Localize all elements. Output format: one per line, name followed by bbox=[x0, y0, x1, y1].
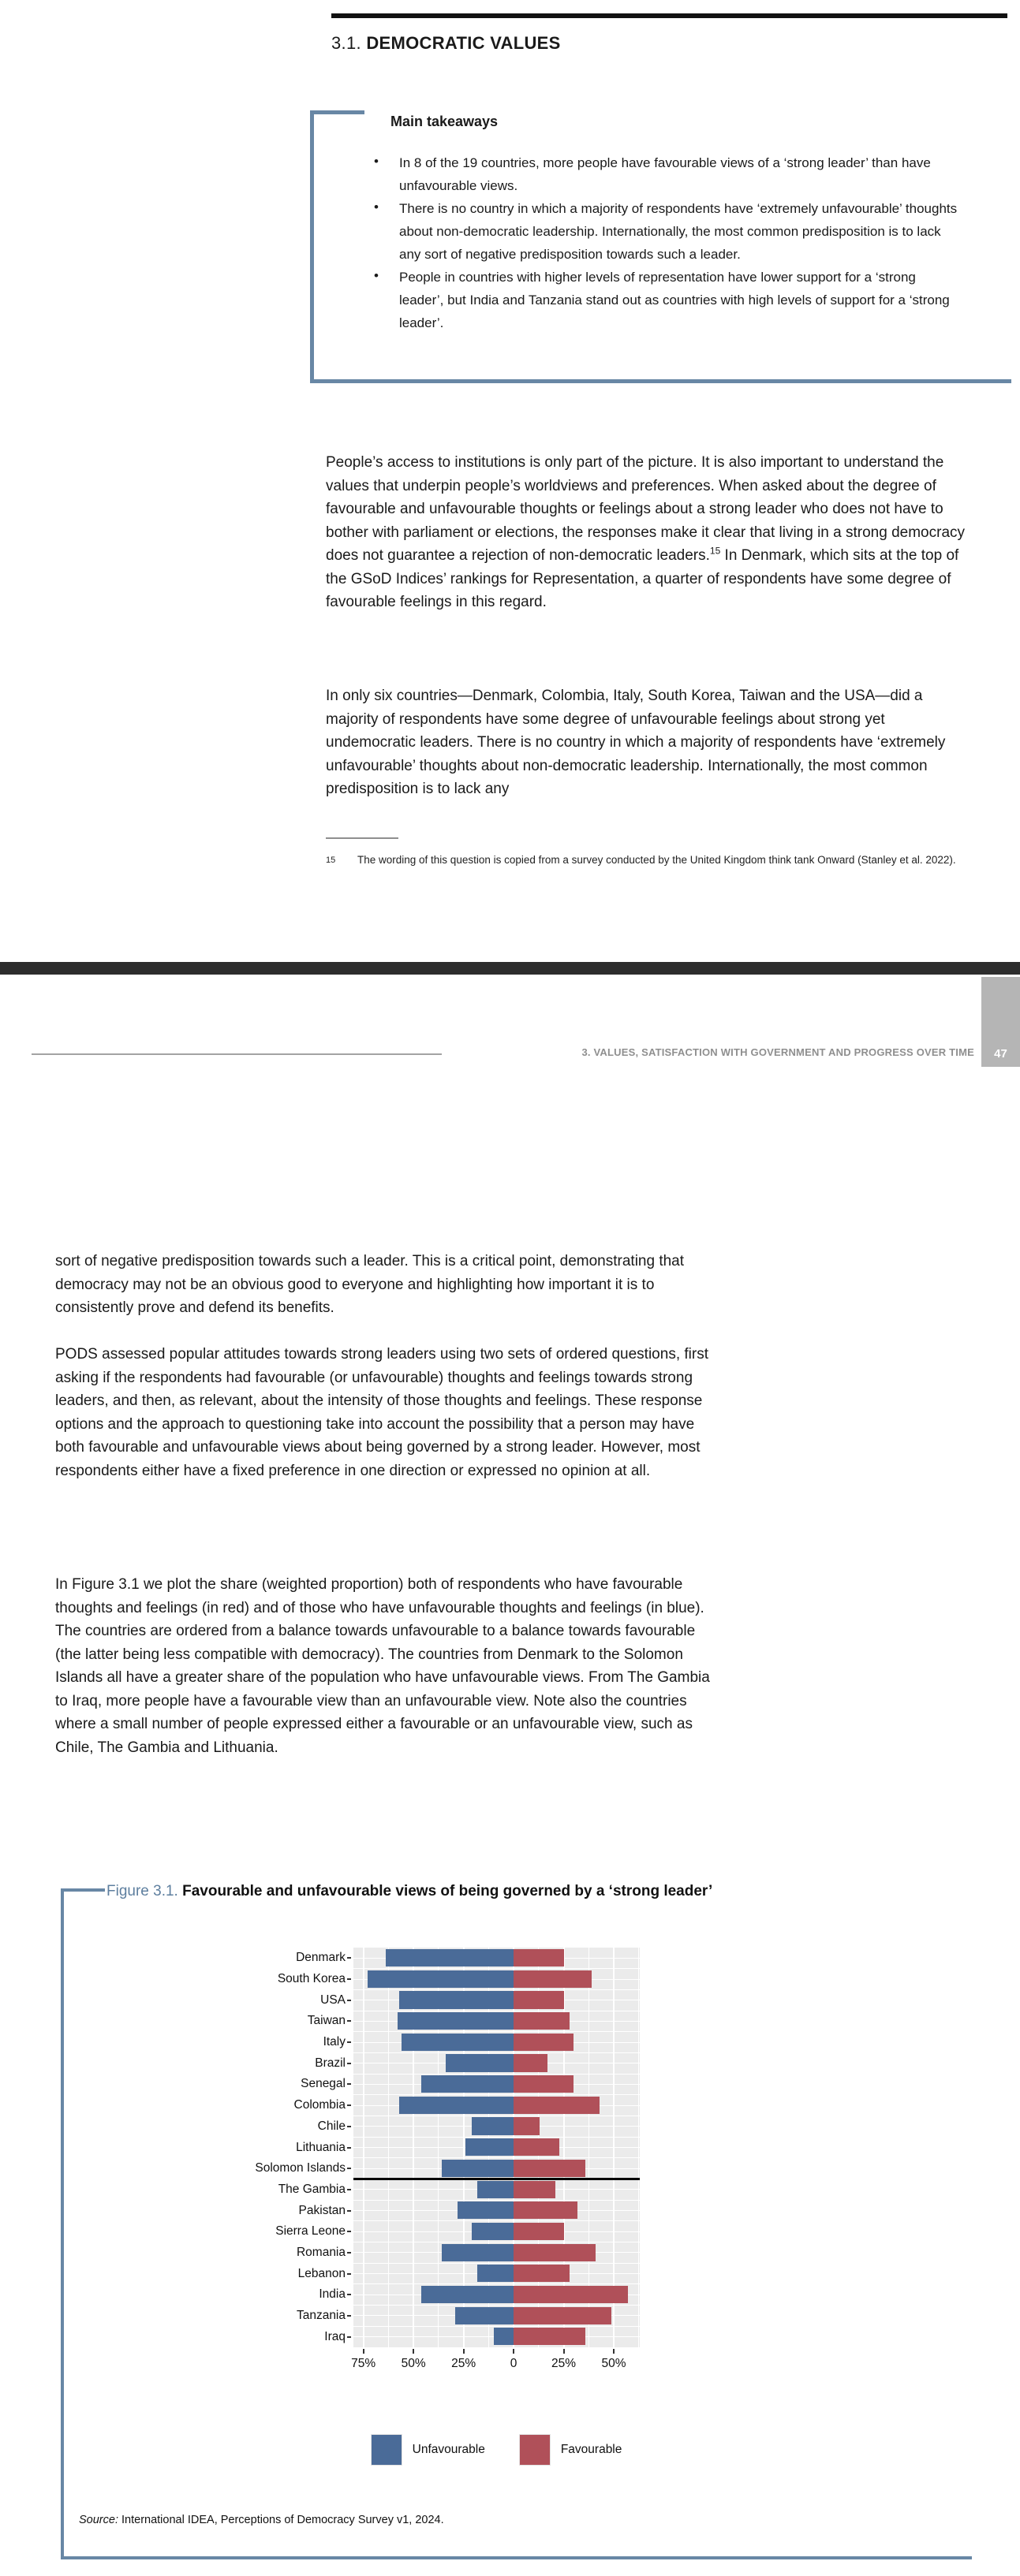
body-paragraph: PODS assessed popular attitudes towards strong leaders using two sets of ordered questions, first asking if the respondents had favourable (or unfavourable) thoughts and feelings towards strong leaders, and then, as relevant, about the intensity of those thoughts and feelings. These response options and the approach to questioning take into account the possibility that a person may have both favourable and unfavourable views about being governed by a strong leader. However, most respondents either have a fixed preference in one direction or expressed no opinion at all. bbox=[55, 1346, 708, 1479]
x-tick-label: 0 bbox=[510, 2357, 517, 2370]
country-label: South Korea bbox=[277, 1972, 346, 1986]
gridline-h-minor bbox=[353, 2052, 640, 2053]
country-label: Chile bbox=[317, 2119, 346, 2133]
gridline-h-minor bbox=[353, 2094, 640, 2095]
bar-unfavourable bbox=[455, 2307, 514, 2324]
body-paragraph: sort of negative predisposition towards such a leader. This is a critical point, demonstrating that democracy may not be an obvious good to everyone and highlighting how important it is to consistently prove and defend its benefits. bbox=[55, 1253, 685, 1316]
chart-legend bbox=[353, 2435, 640, 2465]
y-axis-tick bbox=[347, 2294, 351, 2295]
bar-unfavourable bbox=[446, 2054, 514, 2071]
section-number: 3.1. bbox=[331, 33, 361, 53]
x-axis-tick bbox=[413, 2349, 414, 2354]
country-label: The Gambia bbox=[278, 2182, 346, 2196]
figure-caption bbox=[106, 1879, 749, 1904]
bar-favourable bbox=[514, 1970, 592, 1988]
bar-favourable bbox=[514, 2097, 600, 2114]
y-axis-tick bbox=[347, 2210, 351, 2212]
bar-unfavourable bbox=[477, 2181, 514, 2198]
paragraph-text: In Denmark, which sits at the top of the GSoD Indices’ rankings for Representation, a quarter of respondents have some degree of favourable feelings in this regard. bbox=[326, 547, 959, 610]
gridline-h-minor bbox=[353, 2263, 640, 2264]
x-tick-label: 25% bbox=[551, 2357, 577, 2370]
gridline-v-minor bbox=[638, 1948, 639, 2347]
footnote-marker: 15 bbox=[326, 856, 336, 865]
x-tick-label: 25% bbox=[451, 2357, 476, 2370]
bar-unfavourable bbox=[458, 2201, 514, 2219]
bar-favourable bbox=[514, 2054, 547, 2071]
y-axis-tick bbox=[347, 2000, 351, 2001]
bullet-icon: • bbox=[374, 154, 379, 169]
y-axis-tick bbox=[347, 2147, 351, 2149]
body-paragraph bbox=[326, 451, 974, 614]
bar-unfavourable bbox=[402, 2034, 514, 2051]
figure-label: Figure 3.1. bbox=[106, 1883, 178, 1899]
gridline-h-minor bbox=[353, 1989, 640, 1990]
footnote-divider bbox=[326, 837, 398, 839]
bullet-icon: • bbox=[374, 199, 379, 214]
body-paragraph: In only six countries—Denmark, Colombia, Italy, South Korea, Taiwan and the USA—did a majority of respondents have some degree of unfavourable feelings about strong yet undemocratic leaders. There is no country in which a majority of respondents have ‘extremely unfavourable’ thoughts about non-democratic leadership. Internationally, the most common predisposition is to lack any bbox=[326, 688, 946, 797]
x-axis-tick bbox=[563, 2349, 565, 2354]
y-axis-tick bbox=[347, 2336, 351, 2338]
figure-title: Favourable and unfavourable views of being governed by a ‘strong leader’ bbox=[177, 1883, 713, 1899]
legend-label-unfavourable: Unfavourable bbox=[412, 2443, 485, 2456]
bar-unfavourable bbox=[399, 1991, 514, 2008]
bar-unfavourable bbox=[421, 2286, 514, 2303]
bar-favourable bbox=[514, 2307, 611, 2324]
country-label: Brazil bbox=[315, 2056, 346, 2070]
footnote bbox=[326, 852, 966, 869]
bullet-text: There is no country in which a majority of respondents have ‘extremely unfavourable’ thoughts about non-democratic leadership. Internationally, the most common predisposition is to lack any sort of negative predisposition towards such a leader. bbox=[399, 201, 958, 262]
body-paragraph: In Figure 3.1 we plot the share (weighted proportion) both of respondents who have favourable thoughts and feelings (in red) and of those who have unfavourable thoughts and feelings (in blue). The countries are ordered from a balance towards unfavourable to a balance towards favourable (the latter being less compatible with democracy). The countries from Denmark to the Solomon Islands all have a greater share of the population who have unfavourable views. From The Gambia to Iraq, more people have a favourable view than an unfavourable view. Note also the countries where a small number of people expressed either a favourable or an unfavourable view, such as Chile, The Gambia and Lithuania. bbox=[55, 1576, 710, 1756]
bar-favourable bbox=[514, 2012, 570, 2030]
y-axis-tick bbox=[347, 2020, 351, 2022]
gridline-h-minor bbox=[353, 2305, 640, 2306]
country-label: Pakistan bbox=[298, 2203, 346, 2217]
country-label: Romania bbox=[296, 2245, 346, 2259]
gridline-h-minor bbox=[353, 2074, 640, 2075]
country-label: Lithuania bbox=[296, 2140, 346, 2154]
gridline-h-minor bbox=[353, 2283, 640, 2284]
bar-unfavourable bbox=[472, 2223, 514, 2240]
bar-unfavourable bbox=[472, 2117, 514, 2134]
source-text: International IDEA, Perceptions of Democracy Survey v1, 2024. bbox=[118, 2514, 444, 2526]
takeaways-list bbox=[371, 151, 961, 334]
bar-unfavourable bbox=[442, 2160, 514, 2177]
gridline-h-minor bbox=[353, 2220, 640, 2221]
bar-favourable bbox=[514, 2117, 540, 2134]
takeaway-bullet bbox=[371, 197, 961, 266]
gridline-h-minor bbox=[353, 2200, 640, 2201]
y-axis-tick bbox=[347, 2231, 351, 2232]
bar-favourable bbox=[514, 2160, 585, 2177]
takeaways-bracket bbox=[314, 110, 364, 114]
x-axis-tick bbox=[513, 2349, 514, 2354]
y-axis-tick bbox=[347, 2189, 351, 2190]
chart-separator-line bbox=[353, 2178, 640, 2180]
bar-favourable bbox=[514, 2034, 574, 2051]
bar-favourable bbox=[514, 1949, 563, 1966]
bullet-text: In 8 of the 19 countries, more people have favourable views of a ‘strong leader’ than have unfavourable views. bbox=[399, 155, 931, 193]
page-separator-band bbox=[0, 962, 1020, 975]
y-axis-tick bbox=[347, 2083, 351, 2085]
country-label: Sierra Leone bbox=[275, 2224, 346, 2239]
country-label: Solomon Islands bbox=[255, 2161, 346, 2175]
gridline-h-minor bbox=[353, 2031, 640, 2032]
country-label: Tanzania bbox=[296, 2308, 346, 2322]
y-axis-tick bbox=[347, 2273, 351, 2275]
top-rule bbox=[331, 13, 1007, 18]
bar-unfavourable bbox=[386, 1949, 514, 1966]
y-axis-tick bbox=[347, 2126, 351, 2127]
y-axis-tick bbox=[347, 2168, 351, 2169]
bar-unfavourable bbox=[368, 1970, 514, 1988]
bar-unfavourable bbox=[399, 2097, 514, 2114]
bar-unfavourable bbox=[442, 2244, 514, 2261]
paragraph-text: People’s access to institutions is only part of the picture. It is also important to understand the values that underpin people’s worldviews and preferences. When asked about the degree of favourable and unfavourable thoughts or feelings about a strong leader who does not have to bother with parliament or elections, the responses make it clear that living in a strong democracy does not guarantee a rejection of non-democratic leaders. bbox=[326, 454, 966, 564]
running-footer: 3. VALUES, SATISFACTION WITH GOVERNMENT AND PROGRESS OVER TIME bbox=[581, 1046, 974, 1058]
takeaways-title: Main takeaways bbox=[390, 114, 499, 129]
y-axis-tick bbox=[347, 2041, 351, 2043]
bar-unfavourable bbox=[398, 2012, 514, 2030]
y-axis-tick bbox=[347, 2315, 351, 2317]
country-label: Lebanon bbox=[297, 2266, 346, 2280]
y-axis-tick bbox=[347, 1957, 351, 1959]
bar-favourable bbox=[514, 2138, 559, 2156]
y-axis-tick bbox=[347, 2104, 351, 2106]
x-tick-label: 50% bbox=[401, 2357, 426, 2370]
country-label: Colombia bbox=[293, 2098, 346, 2112]
footnote-text: The wording of this question is copied from a survey conducted by the United Kingdom think tank Onward (Stanley et al. 2022). bbox=[357, 854, 956, 866]
country-label: Iraq bbox=[324, 2329, 346, 2343]
country-label: USA bbox=[320, 1993, 346, 2007]
section-heading bbox=[331, 33, 561, 54]
y-axis-tick bbox=[347, 1978, 351, 1980]
bar-favourable bbox=[514, 2265, 570, 2282]
legend-swatch-favourable bbox=[520, 2435, 550, 2465]
takeaways-box bbox=[310, 110, 1011, 383]
bar-favourable bbox=[514, 2328, 585, 2345]
bar-favourable bbox=[514, 2223, 563, 2240]
figure-box-left-border bbox=[61, 1888, 64, 2559]
bar-unfavourable bbox=[477, 2265, 514, 2282]
gridline-h-minor bbox=[353, 2137, 640, 2138]
figure-source bbox=[79, 2514, 789, 2526]
page-number: 47 bbox=[994, 1047, 1007, 1061]
figure-box-bottom-border bbox=[61, 2556, 972, 2559]
bar-favourable bbox=[514, 2181, 555, 2198]
gridline-v-minor bbox=[388, 1948, 389, 2347]
bar-unfavourable bbox=[494, 2328, 514, 2345]
page-number-tab bbox=[981, 977, 1020, 1067]
bar-unfavourable bbox=[465, 2138, 514, 2156]
figure-box-bracket bbox=[61, 1888, 105, 1892]
section-title: DEMOCRATIC VALUES bbox=[366, 33, 561, 53]
bar-favourable bbox=[514, 2244, 596, 2261]
country-label: India bbox=[319, 2287, 346, 2302]
footnote-reference: 15 bbox=[709, 545, 721, 557]
bullet-text: People in countries with higher levels of representation have lower support for a ‘strong leader’, but India and Tanzania stand out as countries with high levels of support for a ‘strong leader’. bbox=[399, 270, 950, 330]
country-label: Denmark bbox=[296, 1951, 346, 1965]
gridline-h-minor bbox=[353, 2326, 640, 2327]
bullet-icon: • bbox=[374, 268, 379, 283]
y-axis-tick bbox=[347, 2252, 351, 2254]
x-axis-tick bbox=[463, 2349, 465, 2354]
legend-label-favourable: Favourable bbox=[560, 2443, 622, 2456]
x-tick-label: 50% bbox=[601, 2357, 626, 2370]
bar-favourable bbox=[514, 1991, 563, 2008]
country-label: Taiwan bbox=[307, 2014, 346, 2028]
bar-favourable bbox=[514, 2286, 628, 2303]
takeaway-bullet bbox=[371, 266, 961, 334]
gridline-h-minor bbox=[353, 2157, 640, 2158]
gridline-h-minor bbox=[353, 1968, 640, 1969]
x-axis-tick bbox=[613, 2349, 615, 2354]
x-tick-label: 75% bbox=[351, 2357, 376, 2370]
gridline-v-major bbox=[363, 1948, 364, 2347]
country-label: Senegal bbox=[301, 2077, 346, 2091]
legend-swatch-unfavourable bbox=[372, 2435, 402, 2465]
footer-rule bbox=[32, 1053, 442, 1055]
takeaway-bullet bbox=[371, 151, 961, 197]
x-axis-tick bbox=[363, 2349, 364, 2354]
bar-favourable bbox=[514, 2075, 574, 2093]
source-label: Source: bbox=[79, 2514, 118, 2526]
country-label: Italy bbox=[323, 2035, 346, 2049]
bar-unfavourable bbox=[421, 2075, 514, 2093]
y-axis-tick bbox=[347, 2063, 351, 2064]
bar-favourable bbox=[514, 2201, 577, 2219]
